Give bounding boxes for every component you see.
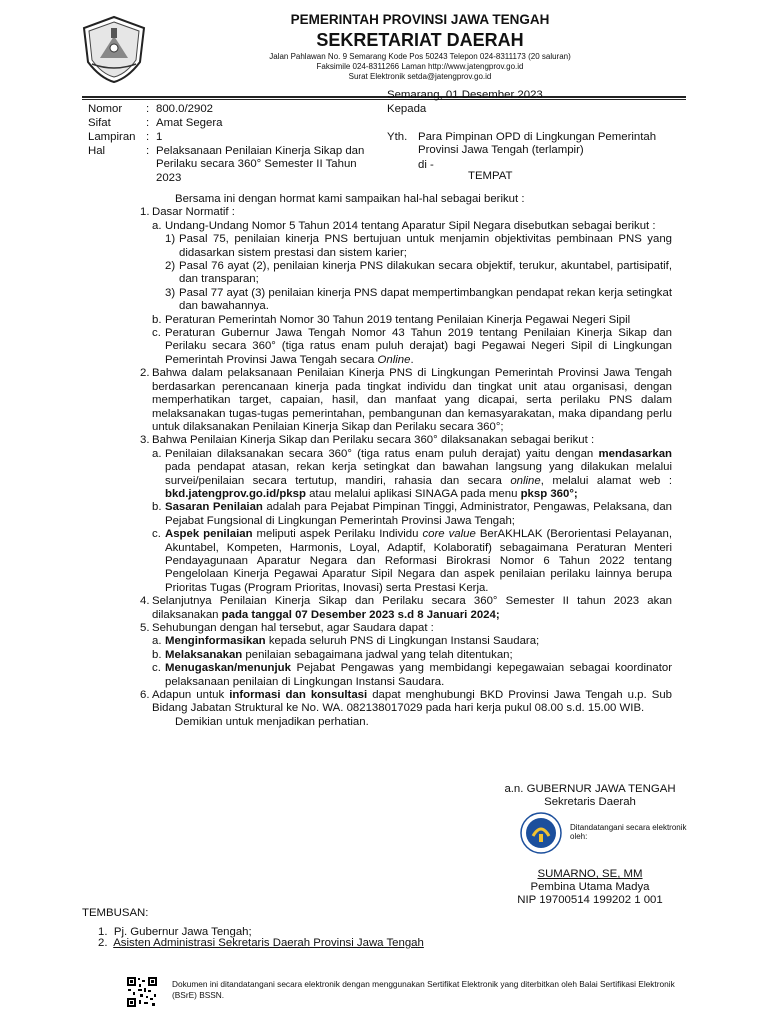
list-item: b. Sasaran Penilaian adalah para Pejabat Pimpinan Tinggi, Administrator, Pengawas, Pelaksana, dan Pejabat Fungsional di Lingkungan Pemerintah Provinsi Jawa Tengah; <box>152 501 672 527</box>
nomor-value: 800.0/2902 <box>156 103 214 115</box>
hal-value: Pelaksanaan Penilaian Kinerja Sikap dan Perilaku secara 360° Semester II Tahun 2023 <box>156 145 365 184</box>
list-item: 2) Pasal 76 ayat (2), penilaian kinerja PNS dilakukan secara objektif, terukur, akuntabel, partisipatif, dan transparan; <box>165 260 672 286</box>
tempat-label: TEMPAT <box>468 170 513 182</box>
tembusan-item: 2. Asisten Administrasi Sekretaris Daerah Provinsi Jawa Tengah <box>98 937 424 949</box>
signer-name: SUMARNO, SE, MM <box>537 868 643 880</box>
header-email: Surat Elektronik setda@jatengprov.go.id <box>348 72 492 81</box>
header-address: Jalan Pahlawan No. 9 Semarang Kode Pos 50243 Telepon 024-8311173 (20 saluran) <box>269 52 571 61</box>
list-item: 1. Dasar Normatif : <box>140 206 235 219</box>
letter-date: Semarang, 01 Desember 2023 <box>387 89 543 101</box>
list-item: 2. Bahwa dalam pelaksanaan Penilaian Kinerja PNS di Lingkungan Pemerintah Provinsi Jawa Tengah berdasarkan perencanaan kinerja pada tingkat individu dan tingkat unit atau organisasi, dengan memperhatikan target, capaian, hasil, dan manfaat yang dicapai, serta perilaku PNS dalam melaksanakan tugas-tugas pemerintahan, pembangunan dan kemasyarakatan, maka dipandang perlu untuk dilaksanakan Penilaian Kinerja Sikap dan Perilaku secara 360°; <box>140 367 672 433</box>
signature-role: Sekretaris Daerah <box>544 796 636 808</box>
sifat-value: Amat Segera <box>156 117 223 129</box>
e-signature-note: Ditandatangani secara elektronik oleh: <box>570 823 687 841</box>
lampiran-value: 1 <box>156 131 163 143</box>
list-item: a. Penilaian dilaksanakan secara 360° (tiga ratus enam puluh derajat) yaitu dengan mendasarkan pada pendapat atasan, rekan kerja setingkat dan bawahan langsung yang dilakukan melalui survei/penilaian secara tertutup, mandiri, rahasia dan secara online, melalui alamat web : bkd.jatengprov.go.id/pksp atau melalui aplikasi SINAGA pada menu pksp 360°; <box>152 447 672 500</box>
hal-label: Hal <box>88 145 106 157</box>
opening-line: Bersama ini dengan hormat kami sampaikan hal-hal sebagai berikut : <box>175 193 525 205</box>
tembusan-item: 1. Pj. Gubernur Jawa Tengah; <box>98 926 252 938</box>
list-item: a. Menginformasikan kepada seluruh PNS di Lingkungan Instansi Saudara; <box>152 635 540 648</box>
nomor-label: Nomor <box>88 103 123 115</box>
qr-code-icon <box>126 976 158 1008</box>
lampiran-label: Lampiran <box>88 131 136 143</box>
closing-line: Demikian untuk menjadikan perhatian. <box>175 715 369 728</box>
recipient: Para Pimpinan OPD di Lingkungan Pemerintah Provinsi Jawa Tengah (terlampir) <box>418 131 657 157</box>
colon: : <box>146 145 150 157</box>
list-item: 3. Bahwa Penilaian Kinerja Sikap dan Perilaku secara 360° dilaksanakan sebagai berikut : <box>140 434 595 447</box>
colon: : <box>146 103 150 115</box>
colon: : <box>146 117 150 129</box>
pksp-link[interactable]: bkd.jatengprov.go.id/pksp <box>165 487 306 500</box>
signature-an: a.n. GUBERNUR JAWA TENGAH <box>504 783 676 795</box>
signer-rank: Pembina Utama Madya <box>530 881 650 893</box>
yth-label: Yth. <box>387 131 408 143</box>
header-fax-website: Faksimile 024-8311266 Laman http://www.jatengprov.go.id <box>316 62 524 71</box>
letter-body <box>88 193 672 729</box>
list-item: 6. Adapun untuk informasi dan konsultasi dapat menghubungi BKD Provinsi Jawa Tengah u.p. Sub Bidang Jabatan Struktural ke No. WA. 082138017029 pada hari kerja pukul 08.00 s.d. 15.00 WIB. <box>140 689 672 715</box>
list-item: 1) Pasal 75, penilaian kinerja PNS bertujuan untuk menjamin objektivitas pembinaan PNS yang didasarkan sistem prestasi dan sistem karier; <box>165 233 672 259</box>
list-item: 3) Pasal 77 ayat (3) penilaian kinerja PNS dapat mempertimbangkan pendapat rekan kerja setingkat dan bawahannya. <box>165 286 672 313</box>
list-item: b. Melaksanakan penilaian sebagaimana jadwal yang telah ditentukan; <box>152 648 513 661</box>
di-label: di - <box>418 159 434 171</box>
footer-note: Dokumen ini ditandatangani secara elektronik dengan menggunakan Sertifikat Elektronik yang diterbitkan oleh Balai Sertifikasi Elektronik (BSrE) BSSN. <box>172 979 675 1000</box>
list-item: 4. Selanjutnya Penilaian Kinerja Sikap dan Perilaku secara 360° Semester II tahun 2023 akan dilaksanakan pada tanggal 07 Desember 2023 s.d 8 Januari 2024; <box>140 595 672 621</box>
colon: : <box>146 131 150 143</box>
list-item: b. Peraturan Pemerintah Nomor 30 Tahun 2019 tentang Penilaian Kinerja Pegawai Negeri Sipil <box>152 313 631 326</box>
sifat-label: Sifat <box>88 117 111 129</box>
kepada-label: Kepada <box>387 103 427 115</box>
bsre-seal-icon <box>520 812 562 854</box>
header-government: PEMERINTAH PROVINSI JAWA TENGAH <box>290 12 550 27</box>
list-item: c. Peraturan Gubernur Jawa Tengah Nomor 43 Tahun 2019 tentang Penilaian Kinerja Sikap dan Perilaku secara 360° (tiga ratus enam puluh derajat) bagi Pegawai Negeri Sipil di Lingkungan Pemerintah Provinsi Jawa Tengah secara Online. <box>152 327 672 366</box>
header-secretariat: SEKRETARIAT DAERAH <box>316 30 524 50</box>
list-item: 5. Sehubungan dengan hal tersebut, agar Saudara dapat : <box>140 622 434 634</box>
tembusan-title: TEMBUSAN: <box>82 907 149 919</box>
list-item: c. Aspek penilaian meliputi aspek Perilaku Individu core value BerAKHLAK (Berorientasi Pelayanan, Akuntabel, Kompeten, Harmonis, Loyal, Adaptif, Kolaboratif) sebagaimana Peraturan Menteri Pendayagunaan Aparatur Negara dan Reformasi Birokrasi Nomor 6 Tahun 2022 tentang Pengelolaan Kinerja Pegawai Aparatur Sipil Negara dan aspek penilaian perilaku lainnya berupa Prioritas Tugas (Program Prioritas, Inovasi) serta Prestasi Kerja. <box>152 528 672 594</box>
list-item: a. Undang-Undang Nomor 5 Tahun 2014 tentang Aparatur Sipil Negara disebutkan sebagai berikut : <box>152 219 656 232</box>
list-item: c. Menugaskan/menunjuk Pejabat Pengawas yang membidangi kepegawaian sebagai koordinator pelaksanaan penilaian di Lingkungan Instansi Saudara. <box>152 662 672 688</box>
signer-nip: NIP 19700514 199202 1 001 <box>517 894 663 906</box>
